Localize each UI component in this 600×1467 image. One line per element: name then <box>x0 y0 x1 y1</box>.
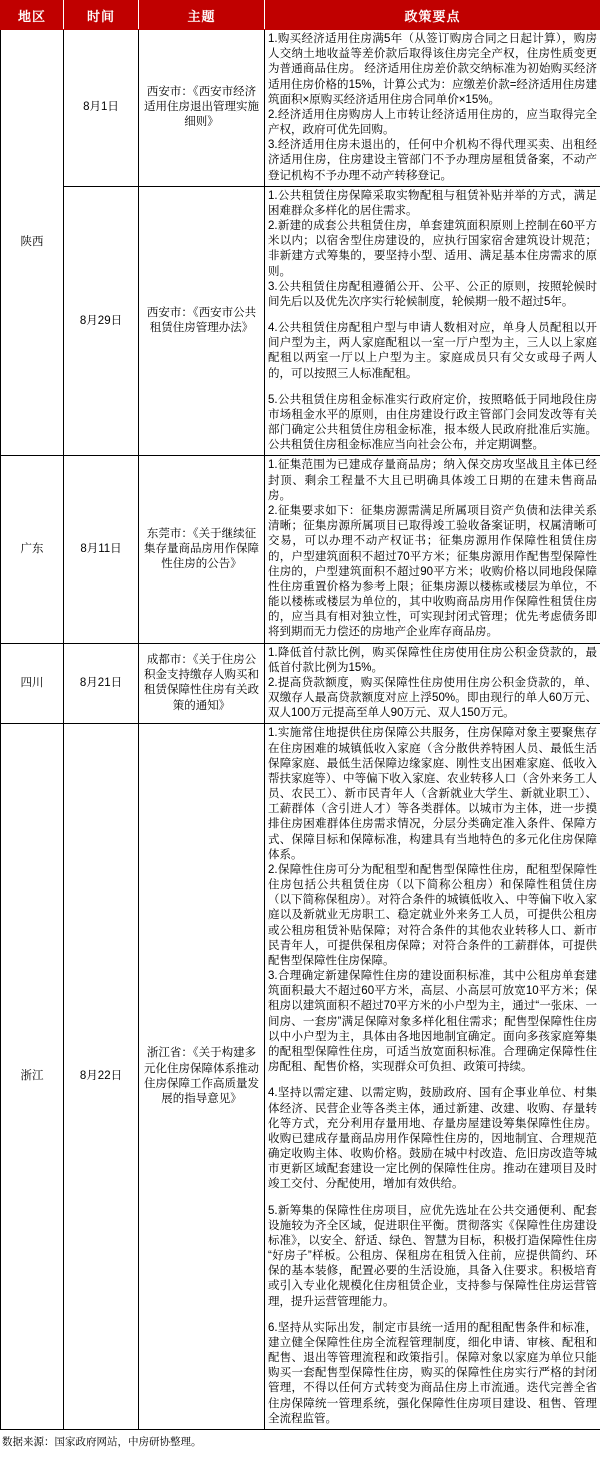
column-header-date: 时间 <box>64 1 139 30</box>
cell-topic: 成都市：《关于住房公积金支持缴存人购买和租赁保障性住房有关政策的通知》 <box>139 643 265 724</box>
cell-region: 广东 <box>1 456 64 643</box>
policy-point: 1.降低首付款比例，购买保障性住房使用住房公积金贷款的，最低首付款比例为15%。 <box>268 646 597 674</box>
table-header-row <box>1 1 600 30</box>
policy-point: 3.公共租赁住房配租遵循公开、公平、公正的原则，按照轮候时间先后以及优先次序实行轮候制度，轮候期一般不超过5年。 <box>268 280 597 308</box>
table-row <box>1 186 600 456</box>
cell-topic: 浙江省：《关于构建多元化住房保障体系推动住房保障工作高质量发展的指导意见》 <box>139 724 265 1430</box>
cell-policy-points <box>265 186 600 456</box>
cell-date: 8月22日 <box>64 724 139 1430</box>
cell-date: 8月21日 <box>64 643 139 724</box>
column-header-points: 政策要点 <box>265 1 600 30</box>
cell-policy-points <box>265 456 600 643</box>
cell-date: 8月29日 <box>64 186 139 456</box>
cell-policy-points <box>265 724 600 1430</box>
table-row <box>1 30 600 187</box>
policy-point: 1.公共租赁住房保障采取实物配租与租赁补贴并举的方式，满足困难群众多样化的居住需求。 <box>268 189 597 217</box>
policy-point: 2.提高贷款额度，购买保障性住房使用住房公积金贷款的，单、双缴存人最高贷款额度对应上浮50%。即由现行的单人60万元、双人100万元提高至单人90万元、双人150万元。 <box>268 676 597 720</box>
policy-point: 5.公共租赁住房租金标准实行政府定价，按照略低于同地段住房市场租金水平的原则，由住房建设行政主管部门会同发改等有关部门确定公共租赁住房租金标准，报本级人民政府批准后实施。公共租赁住房租金标准应当向社会公布，并定期调整。 <box>268 393 597 452</box>
policy-point: 5.新筹集的保障性住房项目，应优先选址在公共交通便利、配套设施较为齐全区域，促进职住平衡。贯彻落实《保障性住房建设标准》，以安全、舒适、绿色、智慧为目标，积极打造保障性住房“好房子”样板。公租房、保租房在租赁入住前，应提供简约、环保的基本装修，配置必要的生活设施，具备入住要求。积极培育或引入专业化规模化住房租赁企业，支持参与保障性住房运营管理，提升运营管理能力。 <box>268 1204 597 1308</box>
cell-region: 四川 <box>1 643 64 724</box>
table-body <box>1 30 600 1430</box>
policy-point: 4.坚持以需定建、以需定购，鼓励政府、国有企事业单位、村集体经济、民营企业等各类主体，通过新建、改建、收购、存量转化等方式，充分利用存量用地、存量房屋建设筹集保障性住房。收购已建成存量商品房用作保障性住房的，因地制宜、合理规范确定收购主体、收购价格。鼓励在城中村改造、危旧房改造等城市更新区域配套建设一定比例的保障性住房。推动在建项目及时竣工交付、分配使用，增加有效供给。 <box>268 1087 597 1191</box>
policy-point: 2.征集要求如下：征集房源需满足所属项目资产负债和法律关系清晰；征集房源所属项目已取得竣工验收备案证明，权属清晰可交易，可以办理不动产权证书；征集房源用作保障性租赁住房的，户型建筑面积不超过70平方米；征集房源用作配售型保障性住房的，户型建筑面积不超过90平方米；收购价格以同地段保障性住房重置价格为参考上限；征集房源以楼栋或楼层为单位，不能以楼栋或楼层为单位的，其中收购商品房用作保障性租赁住房的，应当具有相对独立性，可实现封闭式管理；优先考虑债务即将到期而无力偿还的房地产企业库存商品房。 <box>268 504 597 639</box>
column-header-topic: 主题 <box>139 1 265 30</box>
policy-point: 2.新建的成套公共租赁住房，单套建筑面积原则上控制在60平方米以内；以宿舍型住房建设的，应执行国家宿舍建筑设计规范；非新建方式筹集的，要坚持小型、适用、满足基本住房需求的原则。 <box>268 220 597 278</box>
policy-point: 1.征集范围为已建成存量商品房；纳入保交房攻坚战且主体已经封顶、剩余工程量不大且已明确具体竣工日期的在建未售商品房。 <box>268 459 597 502</box>
column-header-region: 地区 <box>1 1 64 30</box>
cell-topic: 西安市：《西安市公共租赁住房管理办法》 <box>139 186 265 456</box>
table-row <box>1 643 600 724</box>
cell-topic: 西安市：《西安市经济适用住房退出管理实施细则》 <box>139 30 265 187</box>
policy-point: 2.经济适用住房购房人上市转让经济适用住房的，应当取得完全产权，政府可优先回购。 <box>268 108 597 137</box>
policy-point: 2.保障性住房可分为配租型和配售型保障性住房，配租型保障性住房包括公共租赁住房（以下简称公租房）和保障性租赁住房（以下简称保租房）。对符合条件的城镇低收入、中等偏下收入家庭以及新就业无房职工、稳定就业外来务工人员，可提供公租房或公租房租赁补贴保障；对符合条件的其他农业转移人口、新市民青年人，可提供保租房保障；对符合条件的工薪群体，可提供配售型保障性住房保障。 <box>268 863 597 967</box>
policy-point: 4.公共租赁住房配租户型与申请人数相对应，单身人员配租以开间户型为主，两人家庭配租以一室一厅户型为主，三人以上家庭配租以两室一厅以上户型为主。家庭成员只有父女或母子两人的，可以按照三人标准配租。 <box>268 322 597 380</box>
table-row <box>1 724 600 1430</box>
cell-region: 浙江 <box>1 724 64 1430</box>
cell-date: 8月1日 <box>64 30 139 187</box>
table-row <box>1 456 600 643</box>
policy-point: 6.坚持从实际出发，制定市县统一适用的配租配售条件和标准，建立健全保障性住房全流程管理制度，细化申请、审核、配租和配售、退出等管理流程和政策指引。保障对象以家庭为单位只能购买一套配售型保障性住房，购买的保障性住房实行严格的封闭管理，不得以任何方式转变为商品住房上市流通。迭代完善全省住房保障统一管理系统，强化保障性住房项目建设、租售、管理全流程监管。 <box>268 1321 597 1425</box>
table-header <box>1 1 600 30</box>
cell-date: 8月11日 <box>64 456 139 643</box>
policy-point: 3.合理确定新建保障性住房的建设面积标准，其中公租房单套建筑面积最大不超过60平方米，高层、小高层可放宽10平方米；保租房以建筑面积不超过70平方米的小户型为主，通过“一张床、一间房、一套房”满足保障对象多样化租住需求；配售型保障性住房以中小户型为主，具体由各地因地制宜确定。面向多孩家庭筹集的配租型保障性住房，可适当放宽面积标准。合理确定保障性住房配租、配售价格，实现群众可负担、政策可持续。 <box>268 970 597 1074</box>
cell-policy-points <box>265 30 600 187</box>
policy-point: 1.实施常住地提供住房保障公共服务，住房保障对象主要聚焦存在住房困难的城镇低收入家庭（含分散供养特困人员、最低生活保障家庭、最低生活保障边缘家庭、刚性支出困难家庭、低收入帮扶家庭等）、中等偏下收入家庭、农业转移人口（含外来务工人员、农民工）、新市民青年人（含新就业大学生、新就业职工）、工薪群体（含引进人才）等各类群体。以城市为主体，进一步摸排住房困难群体住房需求情况，分层分类确定准入条件、保障方式、保障目标和保障标准，构建具有当地特色的多元化住房保障体系。 <box>268 727 597 861</box>
source-note: 数据来源：国家政府网站，中房研协整理。 <box>2 1435 202 1448</box>
cell-policy-points <box>265 643 600 724</box>
cell-region: 陕西 <box>1 30 64 456</box>
cell-topic: 东莞市：《关于继续征集存量商品房用作保障性住房的公告》 <box>139 456 265 643</box>
policy-point: 1.购买经济适用住房满5年（从签订购房合同之日起计算），购房人交纳土地收益等差价款后取得该住房完全产权，住房性质变更为普通商品住房。 经济适用住房差价款交纳标准为初始购买经济适用住房价格的15%，计算公式为：应缴差价款=经济适用住房建筑面积×原购买经济适用住房合同单价×15%。 <box>268 33 597 106</box>
policy-point: 3.经济适用住房未退出的，任何中介机构不得代理买卖、出租经济适用住房，住房建设主管部门不予办理房屋租赁备案，不动产登记机构不予办理不动产转移登记。 <box>268 139 597 182</box>
